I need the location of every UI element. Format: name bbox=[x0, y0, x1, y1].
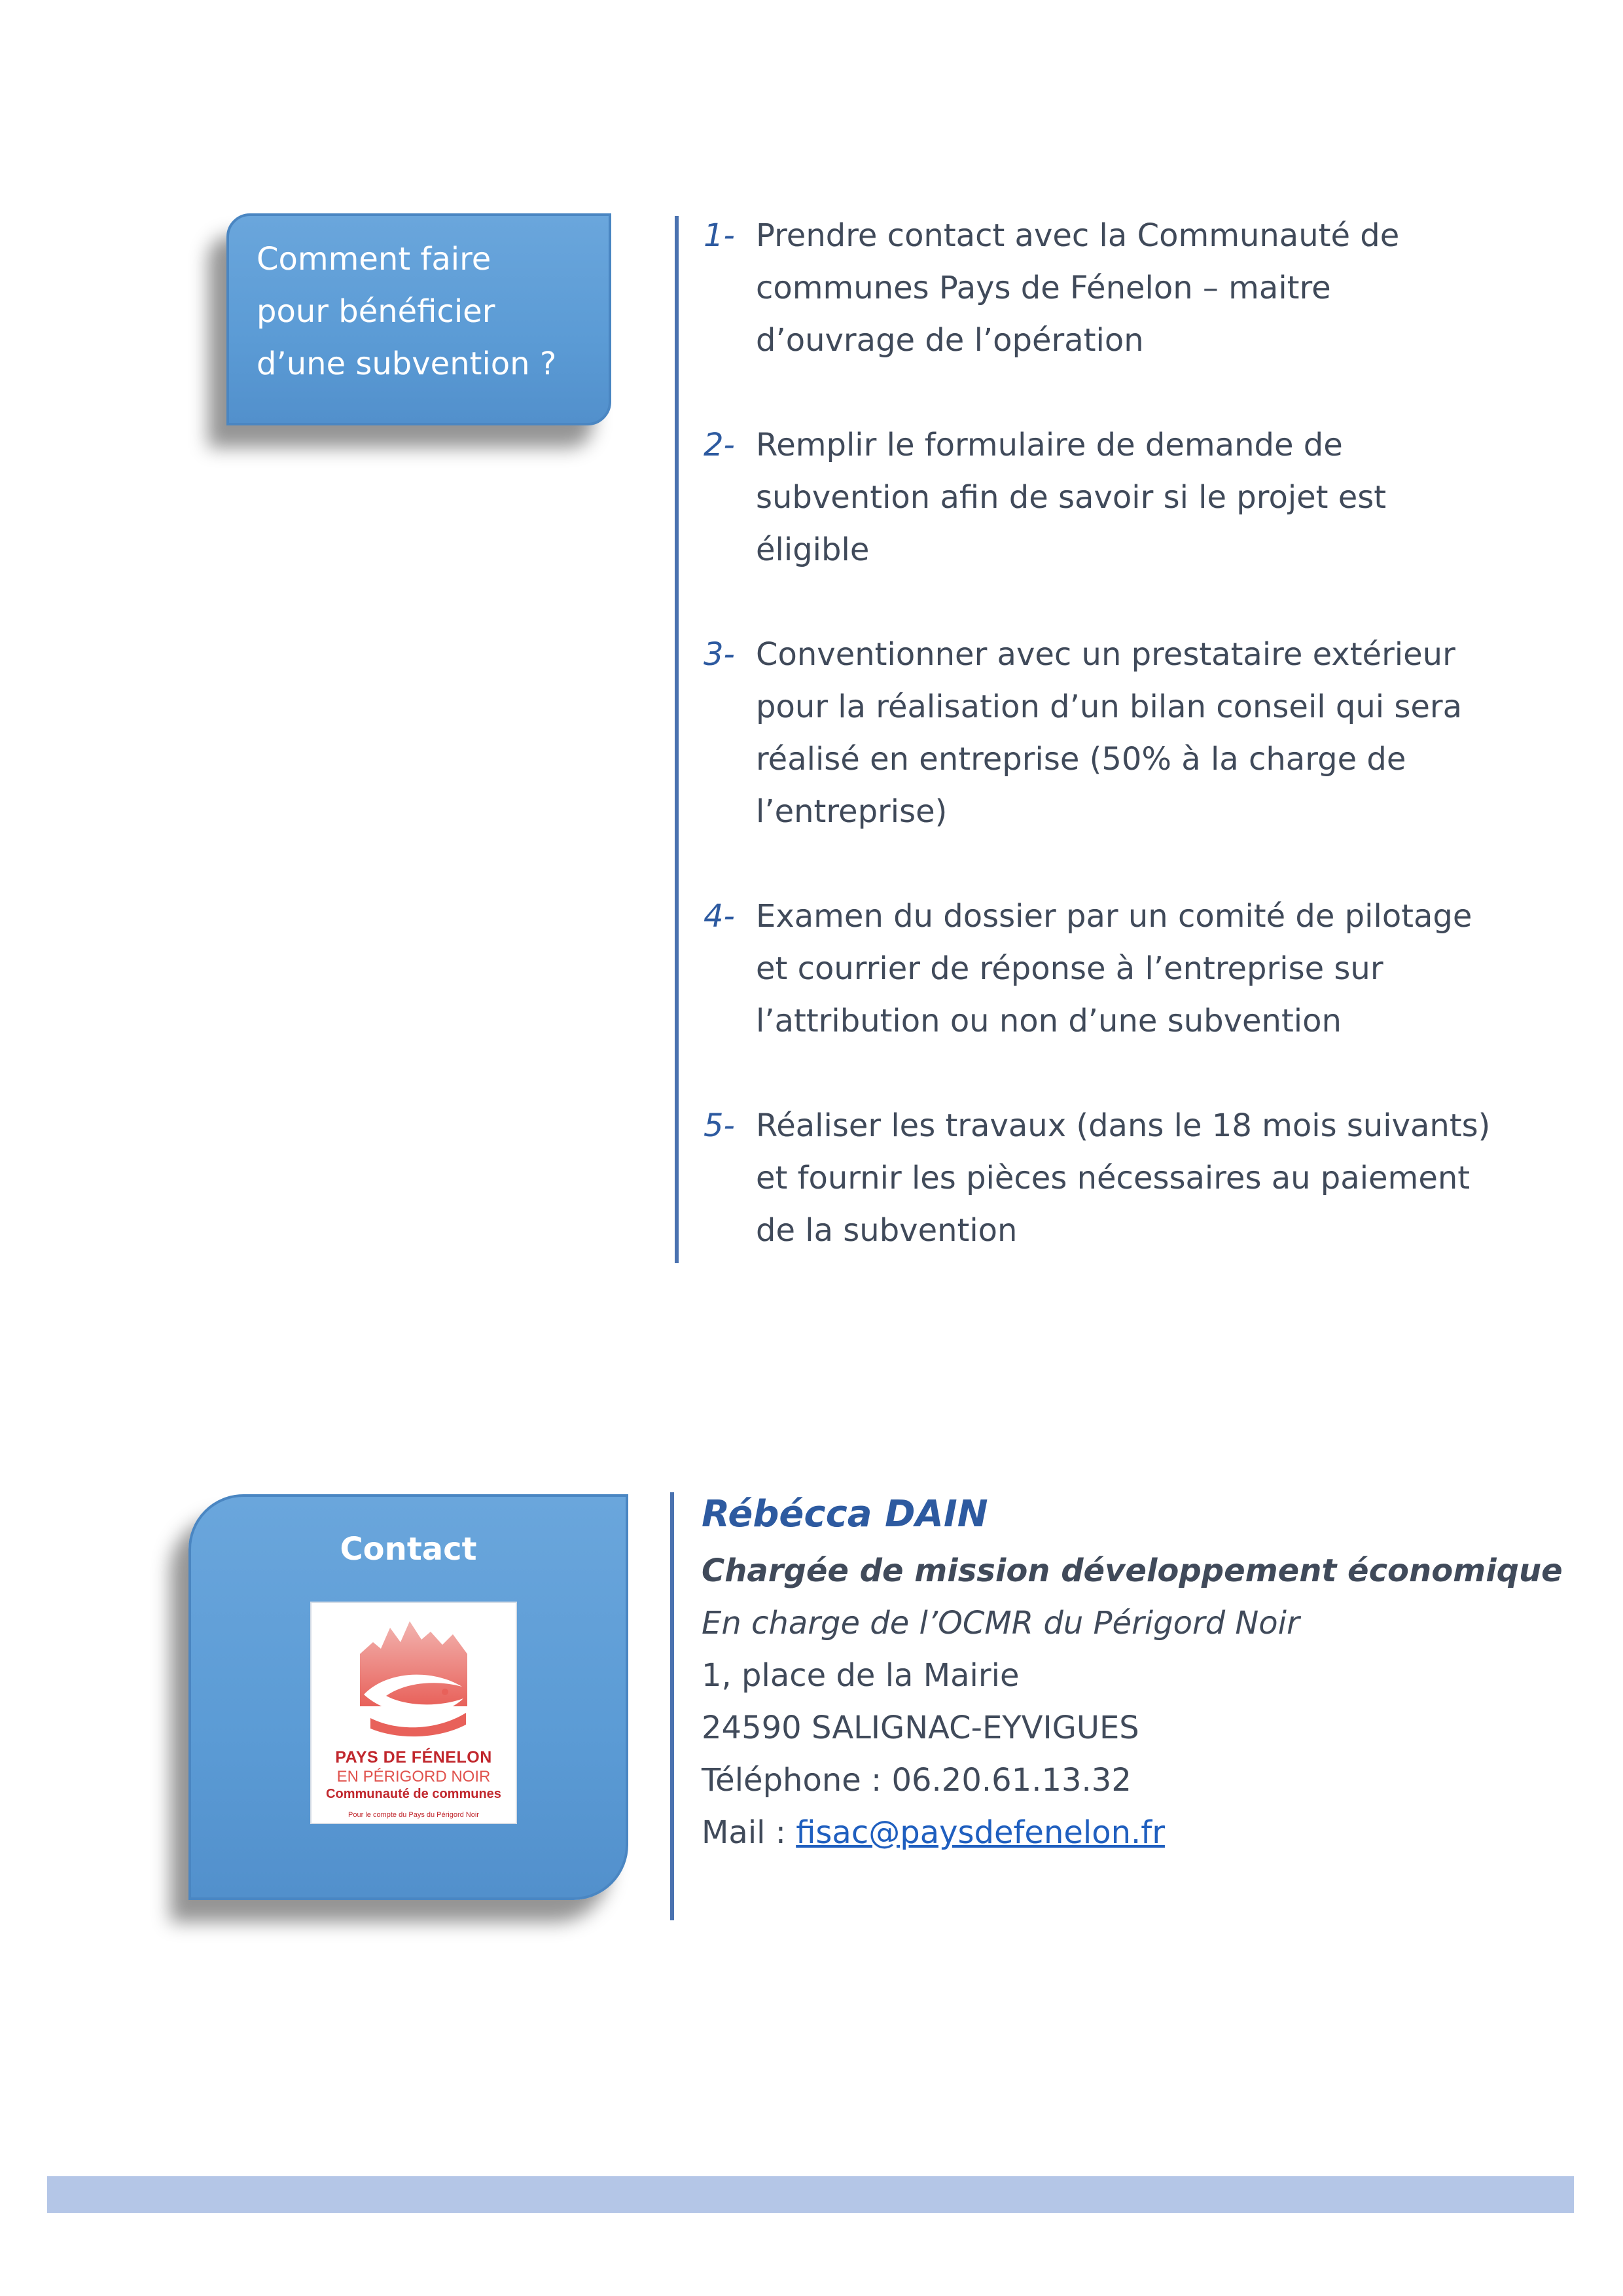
step-line: Conventionner avec un prestataire extérieur bbox=[756, 636, 1455, 673]
contact-mail-row bbox=[702, 1806, 1605, 1859]
contact-address-line: 1, place de la Mairie bbox=[702, 1657, 1020, 1694]
how-to-callout bbox=[226, 213, 611, 425]
step-line: l’attribution ou non d’une subvention bbox=[756, 1003, 1342, 1039]
contact-name: Rébécca DAIN bbox=[702, 1493, 988, 1535]
step-line: communes Pays de Fénelon – maitre bbox=[756, 270, 1331, 306]
step-number: 4- bbox=[704, 898, 735, 935]
mail-link[interactable]: fisac@paysdefenelon.fr bbox=[796, 1814, 1165, 1851]
step-line: d’ouvrage de l’opération bbox=[756, 322, 1144, 359]
logo-line: Communauté de communes bbox=[326, 1787, 501, 1801]
step-line: Prendre contact avec la Communauté de bbox=[756, 217, 1400, 254]
footer-band bbox=[47, 2176, 1574, 2213]
step-number: 5- bbox=[704, 1107, 735, 1144]
step-item bbox=[704, 890, 1580, 1047]
step-number: 2- bbox=[704, 427, 735, 463]
step-line: pour la réalisation d’un bilan conseil qui sera bbox=[756, 689, 1463, 725]
step-line: de la subvention bbox=[756, 1212, 1018, 1249]
step-line: Remplir le formulaire de demande de bbox=[756, 427, 1343, 463]
step-item bbox=[704, 419, 1580, 576]
step-line: et fournir les pièces nécessaires au paiement bbox=[756, 1160, 1471, 1196]
how-to-callout-text bbox=[257, 233, 556, 390]
step-item bbox=[704, 628, 1580, 838]
step-item bbox=[704, 209, 1580, 367]
contact-heading: Contact bbox=[340, 1531, 477, 1568]
callout-line: pour bénéficier bbox=[257, 293, 495, 330]
steps-divider bbox=[675, 216, 679, 1263]
logo-mark-icon bbox=[347, 1608, 483, 1746]
step-number: 3- bbox=[704, 636, 735, 673]
step-item bbox=[704, 1100, 1580, 1257]
logo-line: Pour le compte du Pays du Périgord Noir bbox=[348, 1811, 479, 1819]
logo-line: PAYS DE FÉNELON bbox=[335, 1748, 492, 1767]
step-line: subvention afin de savoir si le projet est bbox=[756, 479, 1387, 516]
step-line: et courrier de réponse à l’entreprise sur bbox=[756, 950, 1383, 987]
contact-divider bbox=[670, 1492, 674, 1920]
contact-address-line: 24590 SALIGNAC-EYVIGUES bbox=[702, 1710, 1139, 1746]
contact-callout bbox=[188, 1494, 628, 1900]
pays-de-fenelon-logo bbox=[310, 1602, 517, 1824]
contact-charge: En charge de l’OCMR du Périgord Noir bbox=[702, 1605, 1300, 1641]
step-line: réalisé en entreprise (50% à la charge de bbox=[756, 741, 1406, 778]
step-line: Examen du dossier par un comité de pilotage bbox=[756, 898, 1472, 935]
contact-details bbox=[702, 1484, 1605, 1859]
contact-phone: Téléphone : 06.20.61.13.32 bbox=[702, 1762, 1132, 1799]
mail-label: Mail : bbox=[702, 1814, 796, 1851]
step-line: l’entreprise) bbox=[756, 793, 948, 830]
step-line: Réaliser les travaux (dans le 18 mois suivants) bbox=[756, 1107, 1491, 1144]
logo-line: EN PÉRIGORD NOIR bbox=[336, 1768, 491, 1785]
steps-list bbox=[704, 209, 1580, 1309]
contact-role: Chargée de mission développement économique bbox=[702, 1552, 1563, 1589]
step-line: éligible bbox=[756, 531, 870, 568]
callout-line: Comment faire bbox=[257, 241, 491, 278]
step-number: 1- bbox=[704, 217, 735, 254]
callout-line: d’une subvention ? bbox=[257, 346, 557, 382]
